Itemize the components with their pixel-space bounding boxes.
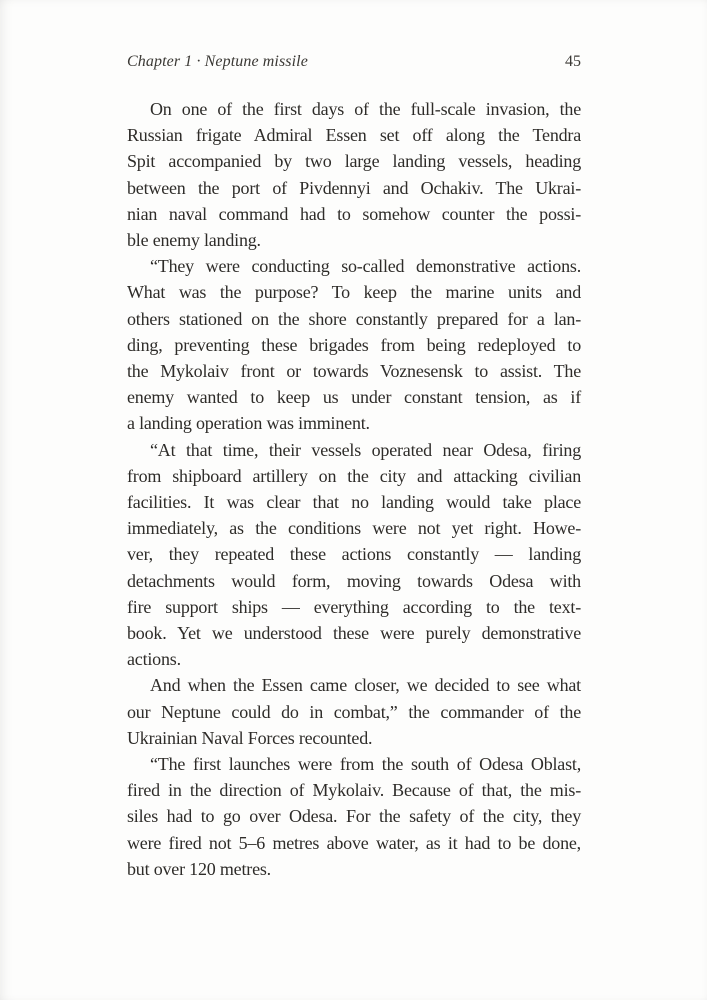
running-header [127, 53, 581, 71]
text-line: detachments would form, moving towards Odesa with [127, 570, 581, 591]
text-line: And when the Essen came closer, we decided to see what [150, 675, 581, 696]
text-line: ver, they repeated these actions constantly — landing [127, 544, 581, 565]
paragraph [127, 751, 581, 882]
body-text [127, 96, 581, 882]
text-line: others stationed on the shore constantly prepared for a lan- [127, 308, 581, 329]
text-line: our Neptune could do in combat,” the commander of the [127, 701, 581, 722]
text-line: “At that time, their vessels operated near Odesa, firing [150, 439, 581, 460]
text-line: Russian frigate Admiral Essen set off along the Tendra [127, 125, 581, 146]
text-line: ble enemy landing. [127, 230, 261, 251]
text-line: fired in the direction of Mykolaiv. Because of that, the mis- [127, 780, 581, 801]
text-line: were fired not 5–6 metres above water, as it had to be done, [127, 832, 581, 853]
text-line: but over 120 metres. [127, 858, 271, 879]
text-line: book. Yet we understood these were purely demonstrative [127, 623, 581, 644]
paragraph [127, 253, 581, 436]
text-line: between the port of Pivdennyi and Ochakiv. The Ukrai- [127, 177, 581, 198]
paragraph [127, 96, 581, 253]
text-line: immediately, as the conditions were not yet right. Howe- [127, 518, 581, 539]
text-line: “They were conducting so-called demonstrative actions. [150, 256, 581, 277]
text-line: siles had to go over Odesa. For the safety of the city, they [127, 806, 581, 827]
page-number: 45 [565, 53, 581, 70]
text-line: fire support ships — everything according to the text- [127, 596, 581, 617]
text-line: What was the purpose? To keep the marine units and [127, 282, 581, 303]
paragraph [127, 672, 581, 751]
text-line: a landing operation was imminent. [127, 413, 370, 434]
chapter-title: Chapter 1 · Neptune missile [127, 53, 308, 70]
text-line: On one of the first days of the full-scale invasion, the [150, 99, 581, 119]
text-line: Spit accompanied by two large landing vessels, heading [127, 151, 581, 172]
text-line: nian naval command had to somehow counter the possi- [127, 203, 581, 224]
text-line: ding, preventing these brigades from being redeployed to [127, 334, 581, 355]
text-line: the Mykolaiv front or towards Voznesensk to assist. The [127, 361, 581, 382]
text-line: Ukrainian Naval Forces recounted. [127, 727, 373, 748]
text-line: “The first launches were from the south of Odesa Oblast, [150, 754, 581, 775]
paragraph [127, 437, 581, 673]
text-line: actions. [127, 649, 181, 670]
text-line: facilities. It was clear that no landing would take place [127, 492, 581, 513]
text-line: enemy wanted to keep us under constant tension, as if [127, 387, 581, 408]
text-line: from shipboard artillery on the city and attacking civilian [127, 465, 581, 486]
